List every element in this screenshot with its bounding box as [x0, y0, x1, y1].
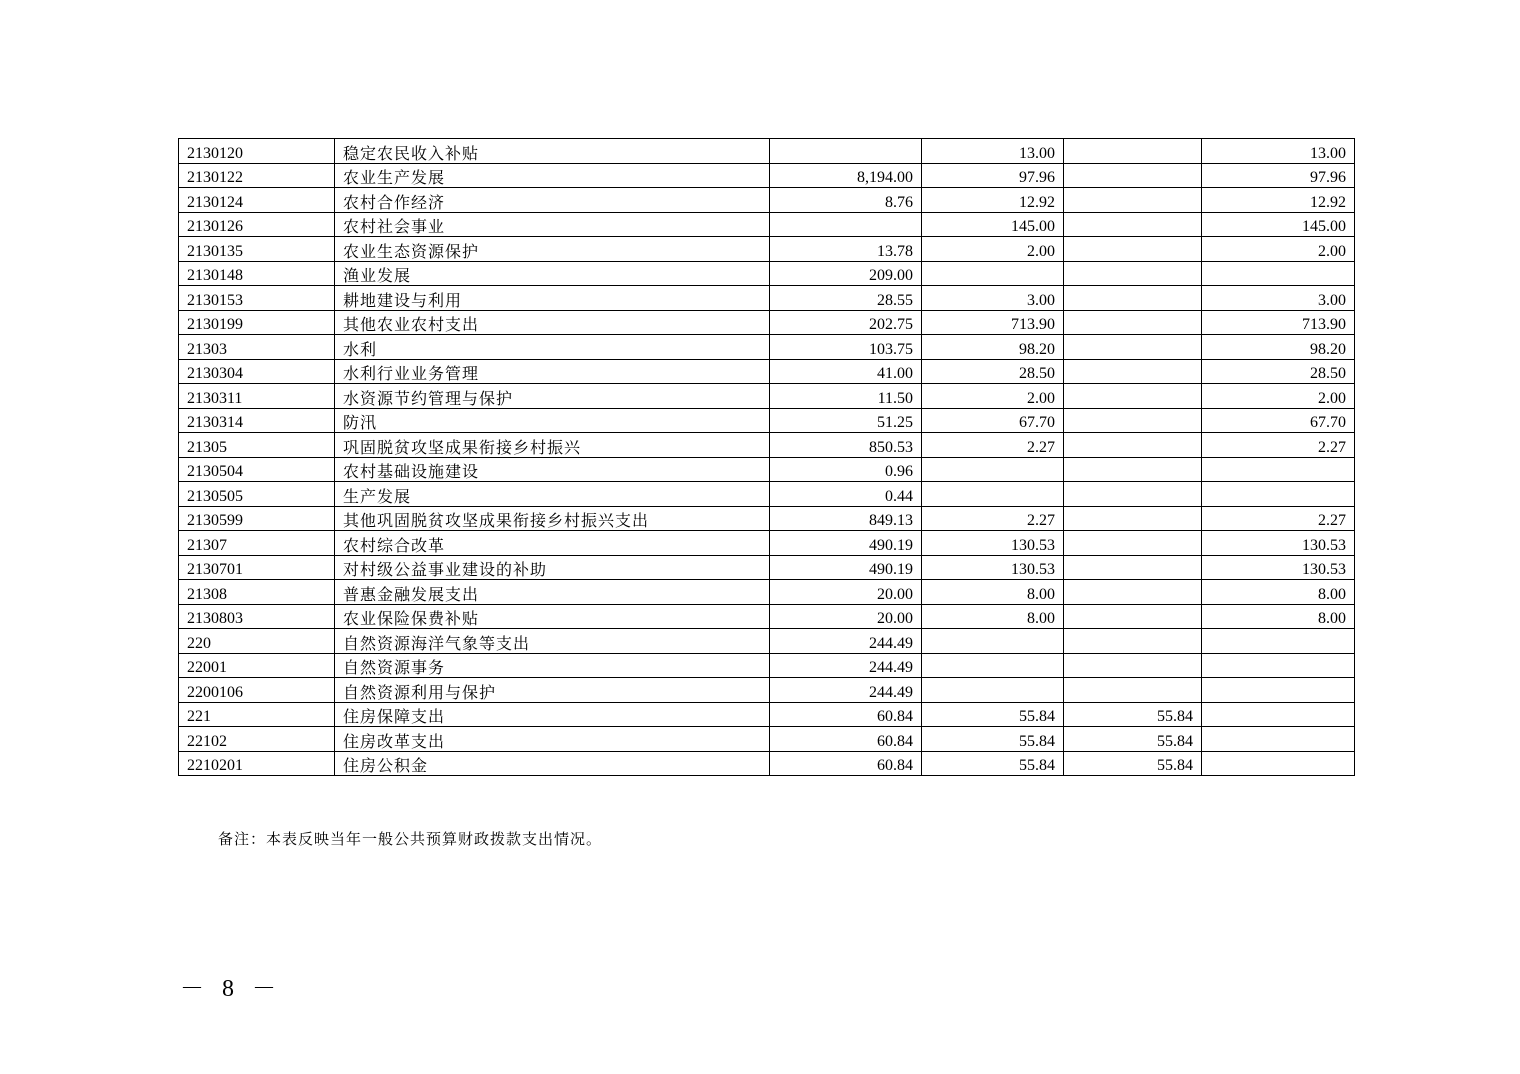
amount-cell-4: [1202, 482, 1355, 507]
amount-cell-1: 60.84: [770, 751, 922, 776]
amount-cell-1: 103.75: [770, 335, 922, 360]
table-row: [179, 751, 1355, 776]
amount-cell-3: [1064, 359, 1202, 384]
amount-cell-3: [1064, 506, 1202, 531]
table-row: [179, 555, 1355, 580]
amount-cell-2: [922, 678, 1064, 703]
amount-cell-1: [770, 139, 922, 164]
subject-name-cell: 水利行业业务管理: [335, 359, 770, 384]
amount-cell-4: 8.00: [1202, 580, 1355, 605]
amount-cell-3: [1064, 310, 1202, 335]
amount-cell-4: [1202, 457, 1355, 482]
subject-name-cell: 其他农业农村支出: [335, 310, 770, 335]
subject-name-cell: 对村级公益事业建设的补助: [335, 555, 770, 580]
table-note: 备注：本表反映当年一般公共预算财政拨款支出情况。: [218, 830, 603, 848]
amount-cell-1: 244.49: [770, 653, 922, 678]
subject-name-cell: 水资源节约管理与保护: [335, 384, 770, 409]
amount-cell-2: 97.96: [922, 163, 1064, 188]
table-row: [179, 384, 1355, 409]
amount-cell-4: 3.00: [1202, 286, 1355, 311]
amount-cell-1: 41.00: [770, 359, 922, 384]
amount-cell-1: 849.13: [770, 506, 922, 531]
table-row: [179, 580, 1355, 605]
table-row: [179, 359, 1355, 384]
amount-cell-4: 2.27: [1202, 506, 1355, 531]
amount-cell-1: 0.96: [770, 457, 922, 482]
amount-cell-4: 130.53: [1202, 555, 1355, 580]
amount-cell-2: 3.00: [922, 286, 1064, 311]
amount-cell-1: 60.84: [770, 727, 922, 752]
table-row: [179, 653, 1355, 678]
subject-code-cell: 2130199: [179, 310, 335, 335]
subject-code-cell: 2130311: [179, 384, 335, 409]
amount-cell-2: 67.70: [922, 408, 1064, 433]
subject-name-cell: 农村合作经济: [335, 188, 770, 213]
amount-cell-2: [922, 653, 1064, 678]
table-row: [179, 727, 1355, 752]
amount-cell-1: 490.19: [770, 555, 922, 580]
amount-cell-3: [1064, 188, 1202, 213]
subject-code-cell: 21305: [179, 433, 335, 458]
amount-cell-4: [1202, 727, 1355, 752]
amount-cell-1: 0.44: [770, 482, 922, 507]
table-row: [179, 457, 1355, 482]
table-row: [179, 286, 1355, 311]
amount-cell-2: [922, 629, 1064, 654]
table-row: [179, 408, 1355, 433]
table-row: [179, 237, 1355, 262]
amount-cell-3: [1064, 335, 1202, 360]
amount-cell-3: [1064, 212, 1202, 237]
amount-cell-1: 244.49: [770, 678, 922, 703]
amount-cell-3: 55.84: [1064, 727, 1202, 752]
amount-cell-4: 28.50: [1202, 359, 1355, 384]
table-row: [179, 212, 1355, 237]
amount-cell-1: 202.75: [770, 310, 922, 335]
table-row: [179, 433, 1355, 458]
amount-cell-2: 2.00: [922, 384, 1064, 409]
table-row: [179, 678, 1355, 703]
amount-cell-3: 55.84: [1064, 702, 1202, 727]
subject-name-cell: 自然资源海洋气象等支出: [335, 629, 770, 654]
subject-code-cell: 2130505: [179, 482, 335, 507]
amount-cell-2: [922, 482, 1064, 507]
amount-cell-4: [1202, 261, 1355, 286]
subject-name-cell: 农业保险保费补贴: [335, 604, 770, 629]
amount-cell-3: 55.84: [1064, 751, 1202, 776]
amount-cell-4: 2.27: [1202, 433, 1355, 458]
amount-cell-1: 28.55: [770, 286, 922, 311]
subject-name-cell: 防汛: [335, 408, 770, 433]
subject-name-cell: 住房改革支出: [335, 727, 770, 752]
subject-name-cell: 渔业发展: [335, 261, 770, 286]
amount-cell-3: [1064, 531, 1202, 556]
amount-cell-4: 130.53: [1202, 531, 1355, 556]
amount-cell-2: [922, 261, 1064, 286]
amount-cell-4: [1202, 653, 1355, 678]
table-row: [179, 506, 1355, 531]
amount-cell-2: 2.27: [922, 506, 1064, 531]
subject-name-cell: 住房保障支出: [335, 702, 770, 727]
page-number: － 8 －: [180, 976, 282, 1002]
table-row: [179, 702, 1355, 727]
subject-name-cell: 农业生产发展: [335, 163, 770, 188]
amount-cell-3: [1064, 555, 1202, 580]
table-row: [179, 335, 1355, 360]
amount-cell-3: [1064, 433, 1202, 458]
subject-code-cell: 2130124: [179, 188, 335, 213]
amount-cell-2: 130.53: [922, 555, 1064, 580]
subject-name-cell: 农业生态资源保护: [335, 237, 770, 262]
subject-code-cell: 21307: [179, 531, 335, 556]
budget-table: [178, 138, 1355, 776]
amount-cell-2: 98.20: [922, 335, 1064, 360]
amount-cell-3: [1064, 482, 1202, 507]
amount-cell-3: [1064, 629, 1202, 654]
subject-name-cell: 稳定农民收入补贴: [335, 139, 770, 164]
table-body: [179, 139, 1355, 776]
table-row: [179, 482, 1355, 507]
amount-cell-2: 55.84: [922, 751, 1064, 776]
subject-code-cell: 2130701: [179, 555, 335, 580]
subject-name-cell: 耕地建设与利用: [335, 286, 770, 311]
amount-cell-4: 97.96: [1202, 163, 1355, 188]
subject-code-cell: 2200106: [179, 678, 335, 703]
amount-cell-4: 145.00: [1202, 212, 1355, 237]
amount-cell-3: [1064, 653, 1202, 678]
amount-cell-4: 2.00: [1202, 384, 1355, 409]
amount-cell-3: [1064, 604, 1202, 629]
subject-code-cell: 22001: [179, 653, 335, 678]
subject-name-cell: 巩固脱贫攻坚成果衔接乡村振兴: [335, 433, 770, 458]
subject-code-cell: 2130148: [179, 261, 335, 286]
amount-cell-2: 8.00: [922, 604, 1064, 629]
amount-cell-4: [1202, 751, 1355, 776]
amount-cell-3: [1064, 580, 1202, 605]
subject-code-cell: 2130599: [179, 506, 335, 531]
subject-name-cell: 农村综合改革: [335, 531, 770, 556]
amount-cell-4: 13.00: [1202, 139, 1355, 164]
amount-cell-1: 850.53: [770, 433, 922, 458]
amount-cell-2: 2.27: [922, 433, 1064, 458]
amount-cell-2: 12.92: [922, 188, 1064, 213]
subject-code-cell: 2130120: [179, 139, 335, 164]
amount-cell-3: [1064, 384, 1202, 409]
amount-cell-4: 67.70: [1202, 408, 1355, 433]
table-row: [179, 163, 1355, 188]
amount-cell-2: 145.00: [922, 212, 1064, 237]
subject-name-cell: 水利: [335, 335, 770, 360]
subject-name-cell: 自然资源利用与保护: [335, 678, 770, 703]
table-row: [179, 531, 1355, 556]
table-row: [179, 310, 1355, 335]
amount-cell-1: 490.19: [770, 531, 922, 556]
table-row: [179, 261, 1355, 286]
amount-cell-2: 55.84: [922, 727, 1064, 752]
subject-code-cell: 220: [179, 629, 335, 654]
table-row: [179, 629, 1355, 654]
amount-cell-3: [1064, 139, 1202, 164]
amount-cell-3: [1064, 408, 1202, 433]
amount-cell-3: [1064, 286, 1202, 311]
amount-cell-4: [1202, 702, 1355, 727]
subject-name-cell: 住房公积金: [335, 751, 770, 776]
amount-cell-2: 713.90: [922, 310, 1064, 335]
table-row: [179, 188, 1355, 213]
amount-cell-3: [1064, 163, 1202, 188]
amount-cell-3: [1064, 678, 1202, 703]
subject-code-cell: 21308: [179, 580, 335, 605]
amount-cell-4: 2.00: [1202, 237, 1355, 262]
subject-code-cell: 2130153: [179, 286, 335, 311]
subject-name-cell: 农村社会事业: [335, 212, 770, 237]
amount-cell-1: 20.00: [770, 604, 922, 629]
amount-cell-2: 2.00: [922, 237, 1064, 262]
amount-cell-2: 28.50: [922, 359, 1064, 384]
subject-code-cell: 2130135: [179, 237, 335, 262]
amount-cell-1: 11.50: [770, 384, 922, 409]
amount-cell-3: [1064, 457, 1202, 482]
amount-cell-2: 13.00: [922, 139, 1064, 164]
amount-cell-1: 8.76: [770, 188, 922, 213]
subject-code-cell: 22102: [179, 727, 335, 752]
amount-cell-4: [1202, 678, 1355, 703]
subject-code-cell: 2130803: [179, 604, 335, 629]
subject-code-cell: 2210201: [179, 751, 335, 776]
subject-name-cell: 生产发展: [335, 482, 770, 507]
amount-cell-3: [1064, 261, 1202, 286]
amount-cell-4: [1202, 629, 1355, 654]
amount-cell-1: 13.78: [770, 237, 922, 262]
amount-cell-2: 55.84: [922, 702, 1064, 727]
amount-cell-1: 209.00: [770, 261, 922, 286]
amount-cell-1: 8,194.00: [770, 163, 922, 188]
amount-cell-2: 130.53: [922, 531, 1064, 556]
amount-cell-1: [770, 212, 922, 237]
amount-cell-2: 8.00: [922, 580, 1064, 605]
table-row: [179, 139, 1355, 164]
amount-cell-2: [922, 457, 1064, 482]
table-row: [179, 604, 1355, 629]
subject-name-cell: 其他巩固脱贫攻坚成果衔接乡村振兴支出: [335, 506, 770, 531]
subject-code-cell: 2130314: [179, 408, 335, 433]
subject-name-cell: 自然资源事务: [335, 653, 770, 678]
subject-code-cell: 2130504: [179, 457, 335, 482]
subject-code-cell: 21303: [179, 335, 335, 360]
amount-cell-1: 244.49: [770, 629, 922, 654]
amount-cell-1: 20.00: [770, 580, 922, 605]
amount-cell-1: 60.84: [770, 702, 922, 727]
amount-cell-4: 8.00: [1202, 604, 1355, 629]
subject-code-cell: 221: [179, 702, 335, 727]
subject-name-cell: 农村基础设施建设: [335, 457, 770, 482]
amount-cell-3: [1064, 237, 1202, 262]
amount-cell-4: 713.90: [1202, 310, 1355, 335]
subject-code-cell: 2130122: [179, 163, 335, 188]
subject-code-cell: 2130304: [179, 359, 335, 384]
subject-name-cell: 普惠金融发展支出: [335, 580, 770, 605]
amount-cell-1: 51.25: [770, 408, 922, 433]
amount-cell-4: 98.20: [1202, 335, 1355, 360]
amount-cell-4: 12.92: [1202, 188, 1355, 213]
subject-code-cell: 2130126: [179, 212, 335, 237]
